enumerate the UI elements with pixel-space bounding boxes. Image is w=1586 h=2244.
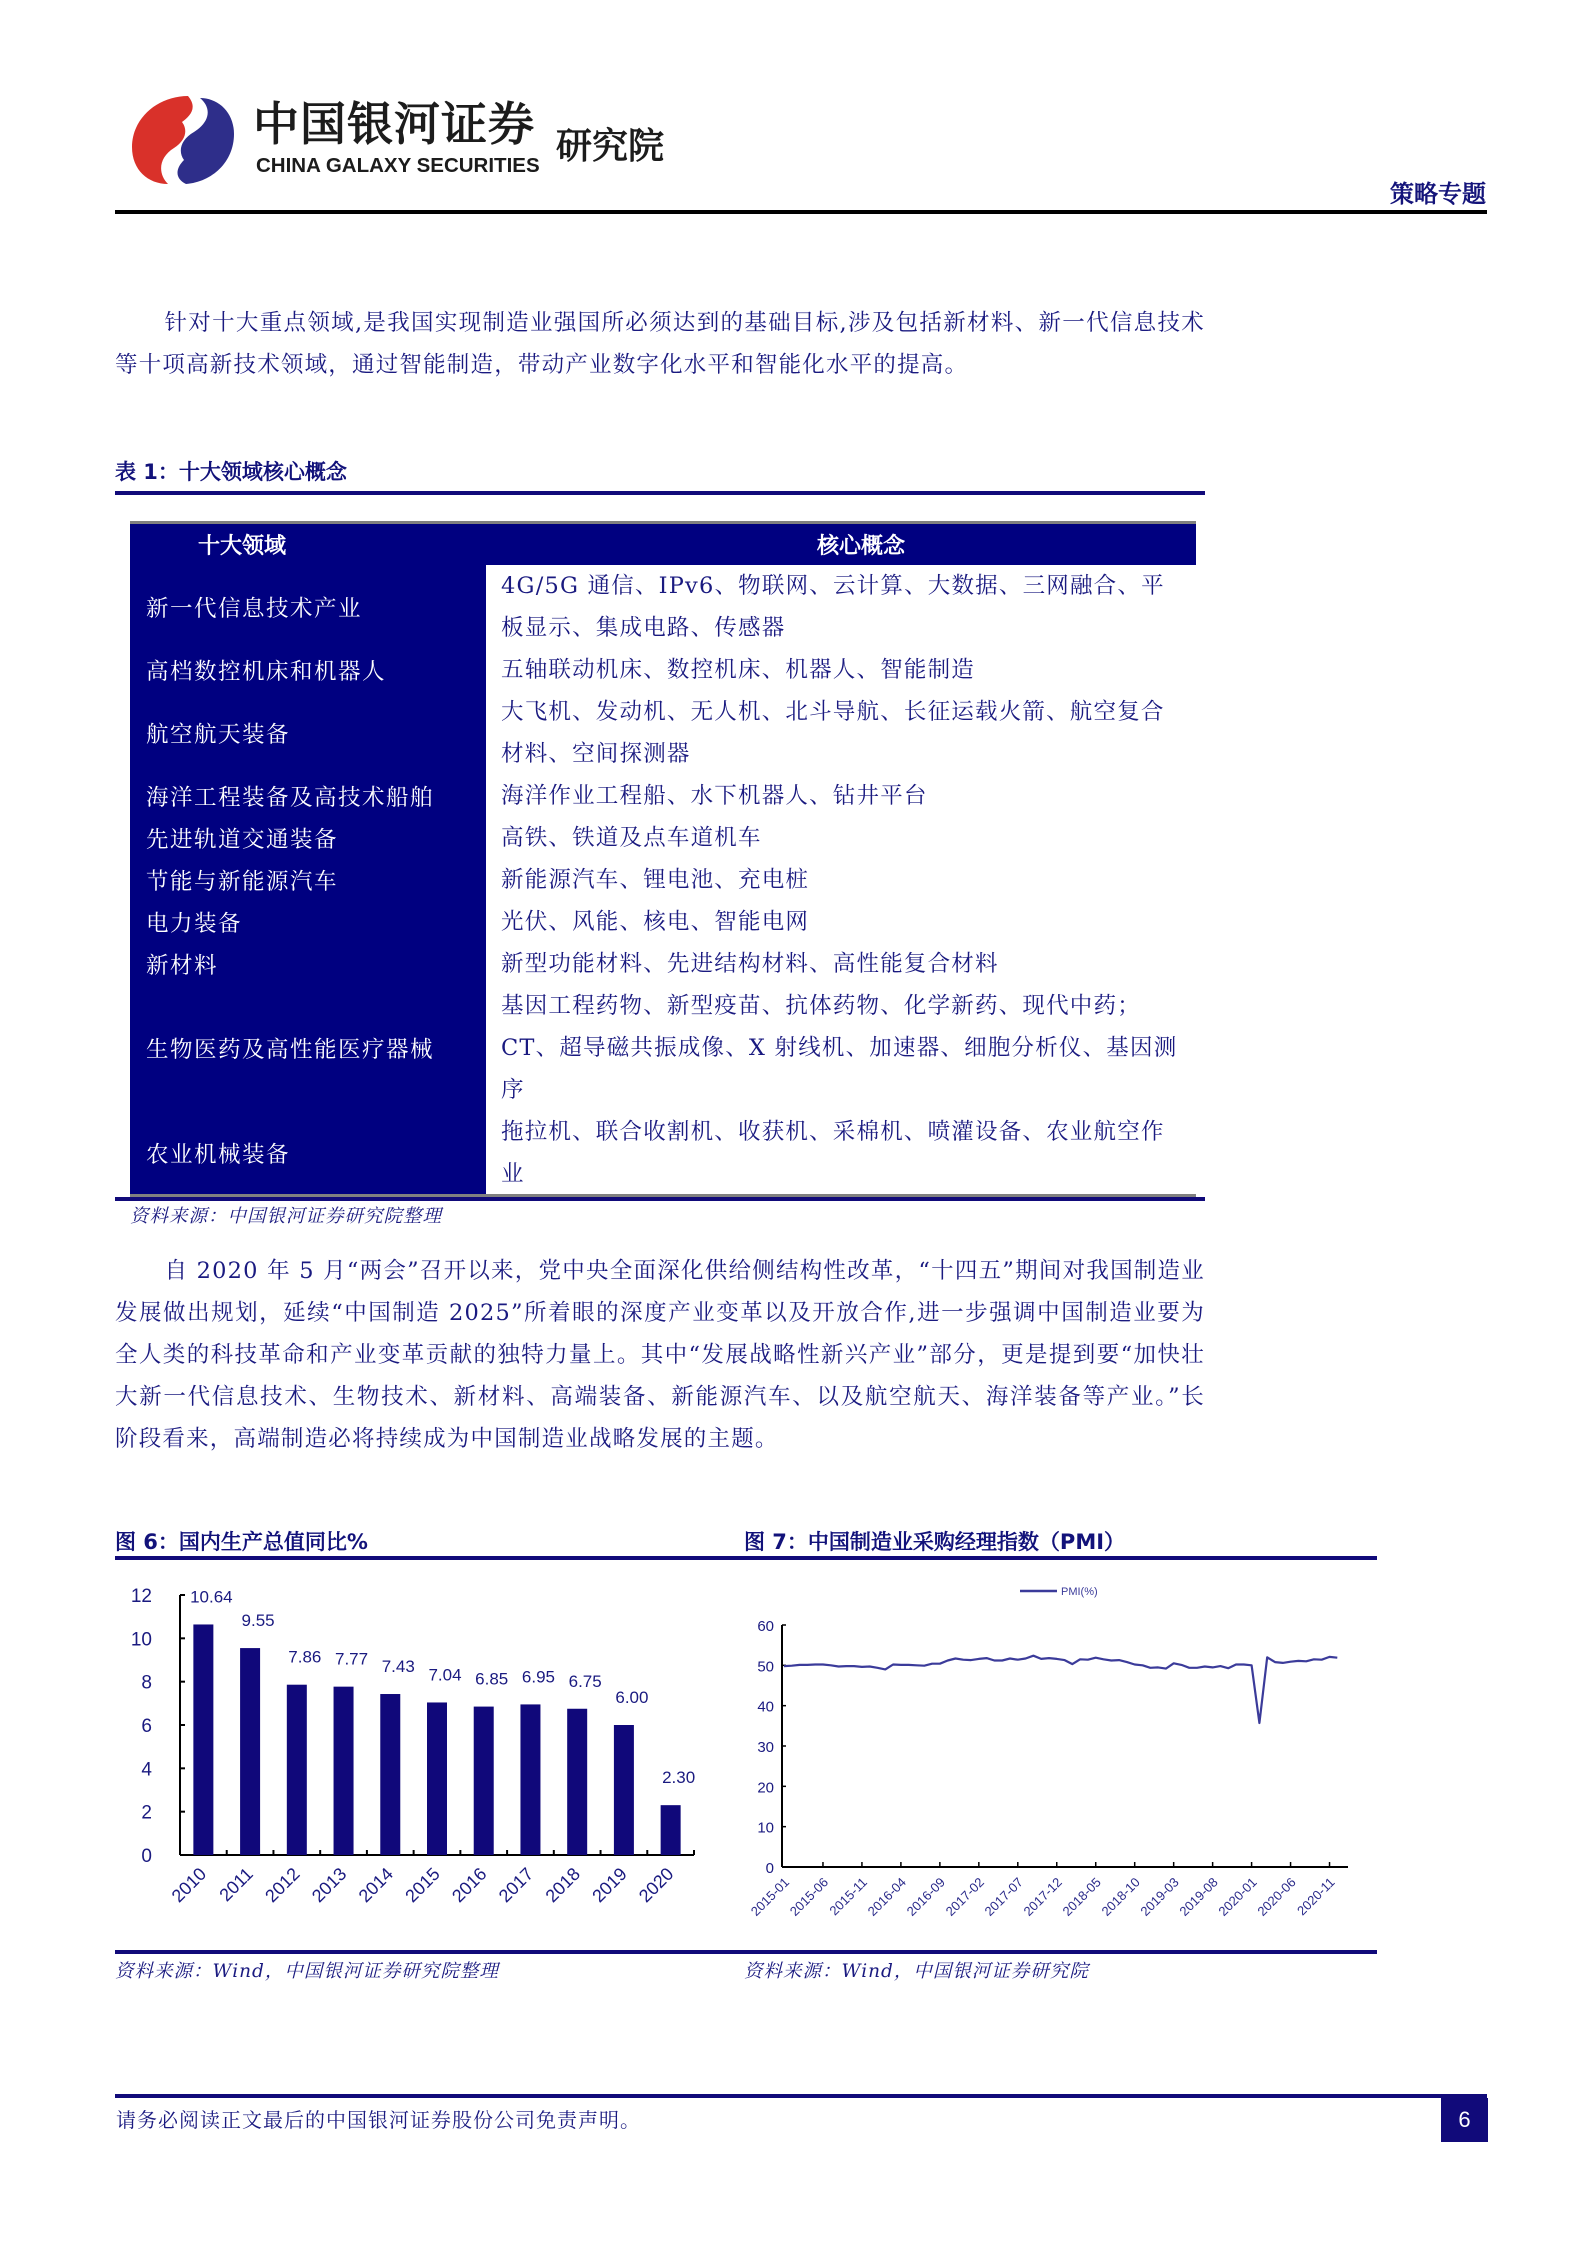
x-tick-label: 2015-06: [786, 1874, 832, 1919]
domain-cell: 新材料: [130, 943, 486, 985]
domain-cell: 先进轨道交通装备: [130, 817, 486, 859]
figures-caption-rule: [115, 1556, 1377, 1560]
x-tick-label: 2013: [307, 1863, 351, 1907]
bar-value-label: 7.86: [288, 1647, 322, 1667]
gdp-bar: [240, 1648, 260, 1855]
domain-cell: 农业机械装备: [130, 1111, 486, 1195]
bar-value-label: 6.00: [615, 1688, 649, 1707]
table-source: 资料来源：中国银河证券研究院整理: [130, 1206, 443, 1227]
pmi-line: [784, 1656, 1337, 1723]
domain-cell: 电力装备: [130, 901, 486, 943]
footer-disclaimer: 请务必阅读正文最后的中国银河证券股份公司免责声明。: [116, 2108, 641, 2132]
gdp-bar: [380, 1694, 400, 1855]
intro-paragraph-text: 针对十大重点领域,是我国实现制造业强国所必须达到的基础目标,涉及包括新材料、新一代信息技术等十项高新技术领域，通过智能制造，带动产业数字化水平和智能化水平的提高。: [115, 310, 1205, 378]
x-tick-label: 2015-11: [826, 1874, 871, 1919]
figure6-caption: 图 6：国内生产总值同比%: [115, 1530, 368, 1554]
body-paragraph: [115, 1250, 1205, 1460]
x-tick-label: 2019-03: [1137, 1874, 1182, 1919]
concepts-cell: 拖拉机、联合收割机、收获机、采棉机、喷灌设备、农业航空作业: [486, 1111, 1196, 1195]
header-concepts: 核心概念: [486, 524, 1196, 565]
x-tick-label: 2020-01: [1215, 1874, 1260, 1919]
concepts-cell: 大飞机、发动机、无人机、北斗导航、长征运载火箭、航空复合材料、空间探测器: [486, 691, 1196, 775]
table-bottom-rule: [115, 1197, 1205, 1201]
section-tag: 策略专题: [1390, 180, 1486, 208]
table-row: [130, 859, 1196, 901]
table-row: [130, 1111, 1196, 1195]
figures-source-rule: [115, 1950, 1377, 1954]
gdp-bar: [427, 1702, 447, 1855]
page-number: 6: [1441, 2098, 1488, 2142]
y-tick-label: 8: [141, 1672, 152, 1694]
logo-institute: 研究院: [556, 126, 665, 167]
gdp-bar-chart: [100, 1565, 730, 1945]
table-row: [130, 649, 1196, 691]
y-tick-label: 10: [130, 1629, 152, 1651]
table-row: [130, 985, 1196, 1111]
bar-value-label: 10.64: [190, 1587, 233, 1607]
y-tick-label: 10: [757, 1819, 774, 1837]
x-tick-label: 2019: [588, 1863, 631, 1907]
x-tick-label: 2018-10: [1098, 1874, 1143, 1919]
concepts-cell: 新能源汽车、锂电池、充电桩: [486, 859, 1196, 901]
x-tick-label: 2017-12: [1020, 1874, 1065, 1919]
gdp-bar: [193, 1624, 213, 1855]
header-divider: [115, 210, 1487, 214]
logo-english-name: CHINA GALAXY SECURITIES: [256, 154, 540, 177]
x-tick-label: 2014: [354, 1863, 398, 1907]
x-tick-label: 2015-01: [747, 1874, 793, 1919]
y-tick-label: 30: [757, 1739, 774, 1756]
gdp-bar: [520, 1704, 540, 1855]
header-domain: 十大领域: [130, 524, 486, 565]
table-caption-rule: [115, 491, 1205, 495]
y-tick-label: 60: [757, 1618, 774, 1635]
gdp-bar: [661, 1805, 681, 1855]
bar-value-label: 6.85: [475, 1669, 509, 1689]
bar-value-label: 7.43: [381, 1657, 415, 1677]
table-caption: 表 1：十大领域核心概念: [115, 460, 347, 484]
domain-cell: 节能与新能源汽车: [130, 859, 486, 901]
figure6-source: 资料来源：Wind，中国银河证券研究院整理: [115, 1961, 499, 1982]
x-tick-label: 2020-06: [1254, 1874, 1299, 1919]
x-tick-label: 2016-04: [864, 1874, 910, 1919]
concepts-cell: 基因工程药物、新型疫苗、抗体药物、化学新药、现代中药；CT、超导磁共振成像、X 射线机、加速器、细胞分析仪、基因测序: [486, 985, 1196, 1111]
table-row: [130, 691, 1196, 775]
bar-value-label: 6.75: [568, 1671, 602, 1691]
body-paragraph-text: 自 2020 年 5 月“两会”召开以来，党中央全面深化供给侧结构性改革，“十四五”期间对我国制造业发展做出规划，延续“中国制造 2025”所着眼的深度产业变革以及开放合作,进一步强调中国制造业要为全人类的科技革命和产业变革贡献的独特力量上。其中“发展战略性新兴产业”部分，更是提到要“加快壮大新一代信息技术、生物技术、新材料、高端装备、新能源汽车、以及航空航天、海洋装备等产业。”长阶段看来，高端制造必将持续成为中国制造业战略发展的主题。: [115, 1258, 1205, 1452]
concepts-cell: 五轴联动机床、数控机床、机器人、智能制造: [486, 649, 1196, 691]
domain-cell: 生物医药及高性能医疗器械: [130, 985, 486, 1111]
table-row: [130, 565, 1196, 649]
table-row: [130, 943, 1196, 985]
y-tick-label: 4: [141, 1759, 152, 1781]
concepts-cell: 光伏、风能、核电、智能电网: [486, 901, 1196, 943]
intro-paragraph: [115, 302, 1205, 386]
table-header-row: [130, 524, 1196, 565]
legend-label: PMI(%): [1061, 1586, 1098, 1598]
gdp-bar: [287, 1685, 307, 1855]
x-tick-label: 2016: [448, 1863, 491, 1907]
bar-value-label: 7.77: [334, 1649, 369, 1669]
concepts-cell: 高铁、铁道及点车道机车: [486, 817, 1196, 859]
concepts-cell: 4G/5G 通信、IPv6、物联网、云计算、大数据、三网融合、平板显示、集成电路、传感器: [486, 565, 1196, 649]
x-tick-label: 2017: [494, 1863, 538, 1907]
concepts-cell: 新型功能材料、先进结构材料、高性能复合材料: [486, 943, 1196, 985]
domain-cell: 航空航天装备: [130, 691, 486, 775]
pmi-line-chart: [730, 1565, 1380, 1945]
gdp-bar: [474, 1707, 494, 1855]
domain-cell: 高档数控机床和机器人: [130, 649, 486, 691]
y-tick-label: 12: [130, 1586, 152, 1607]
figure7-caption: 图 7：中国制造业采购经理指数（PMI）: [744, 1530, 1126, 1554]
x-tick-label: 2011: [215, 1863, 257, 1906]
gdp-bar: [614, 1725, 634, 1855]
gdp-bar: [334, 1687, 354, 1855]
x-tick-label: 2018: [541, 1863, 585, 1907]
x-tick-label: 2020: [635, 1863, 678, 1907]
y-tick-label: 40: [757, 1698, 774, 1716]
gdp-bar: [567, 1709, 587, 1855]
footer-divider: [115, 2094, 1487, 2098]
y-tick-label: 2: [141, 1802, 152, 1824]
x-tick-label: 2010: [167, 1863, 211, 1907]
x-tick-label: 2020-11: [1293, 1874, 1338, 1919]
y-tick-label: 0: [141, 1846, 152, 1867]
y-tick-label: 0: [765, 1860, 774, 1877]
bar-value-label: 2.30: [662, 1768, 696, 1788]
x-tick-label: 2012: [261, 1863, 304, 1907]
bar-value-label: 6.95: [521, 1667, 556, 1687]
x-tick-label: 2017-02: [942, 1874, 987, 1919]
table-row: [130, 817, 1196, 859]
y-tick-label: 6: [141, 1716, 152, 1737]
x-tick-label: 2015: [401, 1863, 444, 1907]
domain-cell: 新一代信息技术产业: [130, 565, 486, 649]
table-row: [130, 775, 1196, 817]
x-tick-label: 2018-05: [1059, 1874, 1104, 1919]
concepts-cell: 海洋作业工程船、水下机器人、钻井平台: [486, 775, 1196, 817]
logo-chinese-name: 中国银河证券: [253, 97, 535, 151]
x-tick-label: 2017-07: [981, 1874, 1026, 1919]
bar-value-label: 7.04: [428, 1665, 462, 1685]
figure7-source: 资料来源：Wind，中国银河证券研究院: [744, 1961, 1089, 1982]
table-row: [130, 901, 1196, 943]
y-tick-label: 20: [757, 1779, 774, 1797]
domain-cell: 海洋工程装备及高技术船舶: [130, 775, 486, 817]
bar-value-label: 9.55: [241, 1611, 275, 1631]
core-concepts-table: [130, 524, 1196, 1195]
x-tick-label: 2016-09: [903, 1874, 948, 1919]
company-logo-icon: [128, 92, 238, 188]
x-tick-label: 2019-08: [1176, 1874, 1221, 1919]
y-tick-label: 50: [757, 1658, 774, 1676]
